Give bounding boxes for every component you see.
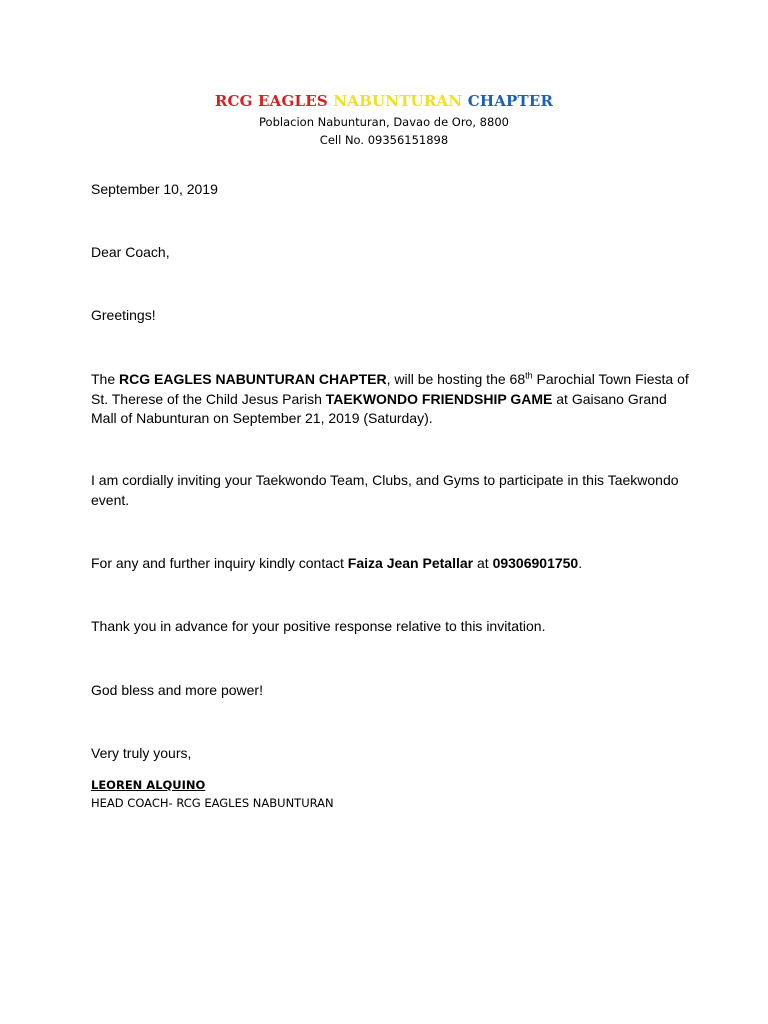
paragraph-contact: For any and further inquiry kindly contact Faiza Jean Petallar at 09306901750.	[91, 555, 583, 571]
paragraph-blessing: God bless and more power!	[91, 682, 263, 698]
title-word-nabunturan: NABUNTURAN	[333, 92, 468, 110]
paragraph-cordial-invitation: I am cordially inviting your Taekwondo Team, Clubs, and Gyms to participate in this Taekwondo event.	[91, 472, 679, 508]
contact-number: 09306901750	[492, 555, 579, 571]
signatory-title: HEAD COACH- RCG EAGLES NABUNTURAN	[91, 796, 334, 810]
contact-person: Faiza Jean Petallar	[347, 555, 474, 571]
letter-salutation: Dear Coach,	[91, 244, 170, 260]
paragraph-thanks: Thank you in advance for your positive response relative to this invitation.	[91, 618, 546, 634]
title-word-chapter: CHAPTER	[467, 92, 554, 110]
letter-date: September 10, 2019	[91, 181, 218, 197]
event-name: TAEKWONDO FRIENDSHIP GAME	[325, 390, 553, 407]
host-chapter-name: RCG EAGLES NABUNTURAN CHAPTER	[119, 371, 387, 387]
letterhead-title	[0, 92, 768, 110]
signatory-name: LEOREN ALQUINO	[91, 778, 206, 792]
title-word-rcg-eagles: RCG EAGLES	[214, 92, 334, 110]
letter-greeting: Greetings!	[91, 307, 156, 323]
letterhead-address: Poblacion Nabunturan, Davao de Oro, 8800	[259, 115, 509, 129]
letter-closing: Very truly yours,	[91, 745, 192, 761]
letterhead-cell-number: Cell No. 09356151898	[319, 133, 449, 147]
paragraph-invitation-details: The RCG EAGLES NABUNTURAN CHAPTER, will be hosting the 68th Parochial Town Fiesta of St. Therese of the Child Jesus Parish TAEKWONDO FRIENDSHIP GAME at Gaisano Grand Mall of Nabunturan on September 21, 2019 (Saturday).	[91, 370, 689, 426]
